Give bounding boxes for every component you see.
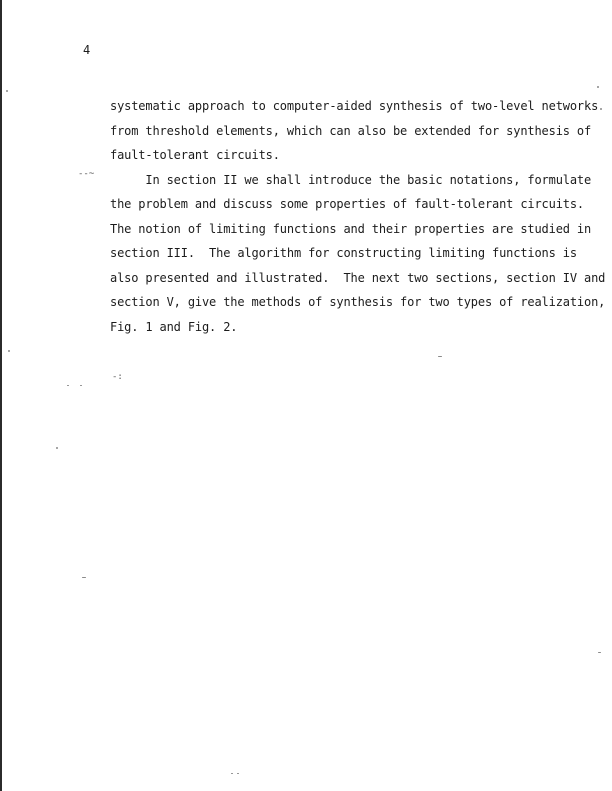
scan-speck	[600, 108, 602, 110]
scan-speck	[237, 773, 239, 774]
body-text	[110, 94, 606, 339]
text-line: The notion of limiting functions and their properties are studied in	[110, 221, 592, 236]
text-line: Fig. 1 and Fig. 2.	[110, 319, 238, 334]
text-line: also presented and illustrated. The next two sections, section IV and	[110, 270, 606, 285]
scan-speck	[8, 350, 10, 352]
page-left-edge	[0, 0, 2, 791]
text-line: systematic approach to computer-aided synthesis of two-level networks	[110, 99, 599, 113]
scan-speck	[438, 356, 442, 357]
scan-speck	[598, 652, 601, 653]
scan-speck	[6, 90, 8, 92]
text-line: fault-tolerant circuits.	[110, 148, 280, 162]
scan-speck	[82, 577, 86, 578]
scan-speck	[80, 385, 82, 386]
scan-speck	[67, 385, 69, 386]
text-line: In section II we shall introduce the basic notations, formulate	[110, 172, 592, 187]
text-line: from threshold elements, which can also be extended for synthesis of	[110, 123, 592, 138]
text-line: the problem and discuss some properties of fault-tolerant circuits.	[110, 197, 584, 211]
margin-mark: --~	[78, 169, 95, 179]
scan-speck	[56, 447, 58, 449]
stray-mark: -:	[112, 372, 123, 382]
page-number: 4	[83, 43, 91, 57]
scan-speck	[597, 86, 599, 88]
scan-speck	[231, 773, 233, 774]
text-line: section III. The algorithm for constructing limiting functions is	[110, 246, 577, 260]
text-line: section V, give the methods of synthesis for two types of realization,	[110, 295, 606, 309]
